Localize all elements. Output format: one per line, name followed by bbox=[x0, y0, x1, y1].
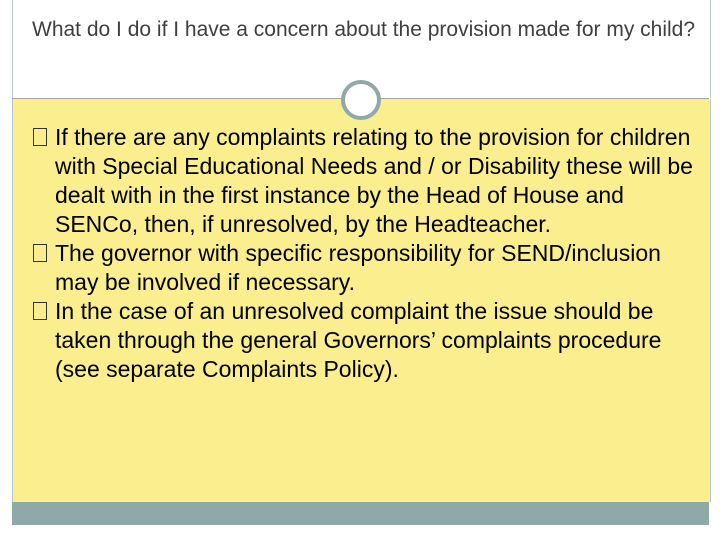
circle-ornament bbox=[341, 80, 381, 120]
bullet-item bbox=[31, 239, 701, 297]
content-box bbox=[12, 99, 711, 502]
square-bullet-icon bbox=[33, 244, 47, 262]
footer-bar bbox=[12, 502, 709, 525]
bullet-text: If there are any complaints relating to the provision for children with Special Educational Needs and / or Disability these will be dealt with in the first instance by the Head of House and SENCo, then, if unresolved, by the Headteacher. bbox=[55, 124, 693, 237]
square-bullet-icon bbox=[33, 302, 47, 320]
bullet-list bbox=[31, 123, 701, 384]
bullet-text: The governor with specific responsibility for SEND/inclusion may be involved if necessary. bbox=[55, 240, 661, 295]
bullet-item bbox=[31, 297, 701, 384]
page-title: What do I do if I have a concern about the provision made for my child? bbox=[32, 18, 696, 41]
bullet-text: In the case of an unresolved complaint the issue should be taken through the general Governors’ complaints procedure (see separate Complaints Policy). bbox=[55, 298, 662, 382]
square-bullet-icon bbox=[33, 128, 47, 146]
bullet-item bbox=[31, 123, 701, 239]
